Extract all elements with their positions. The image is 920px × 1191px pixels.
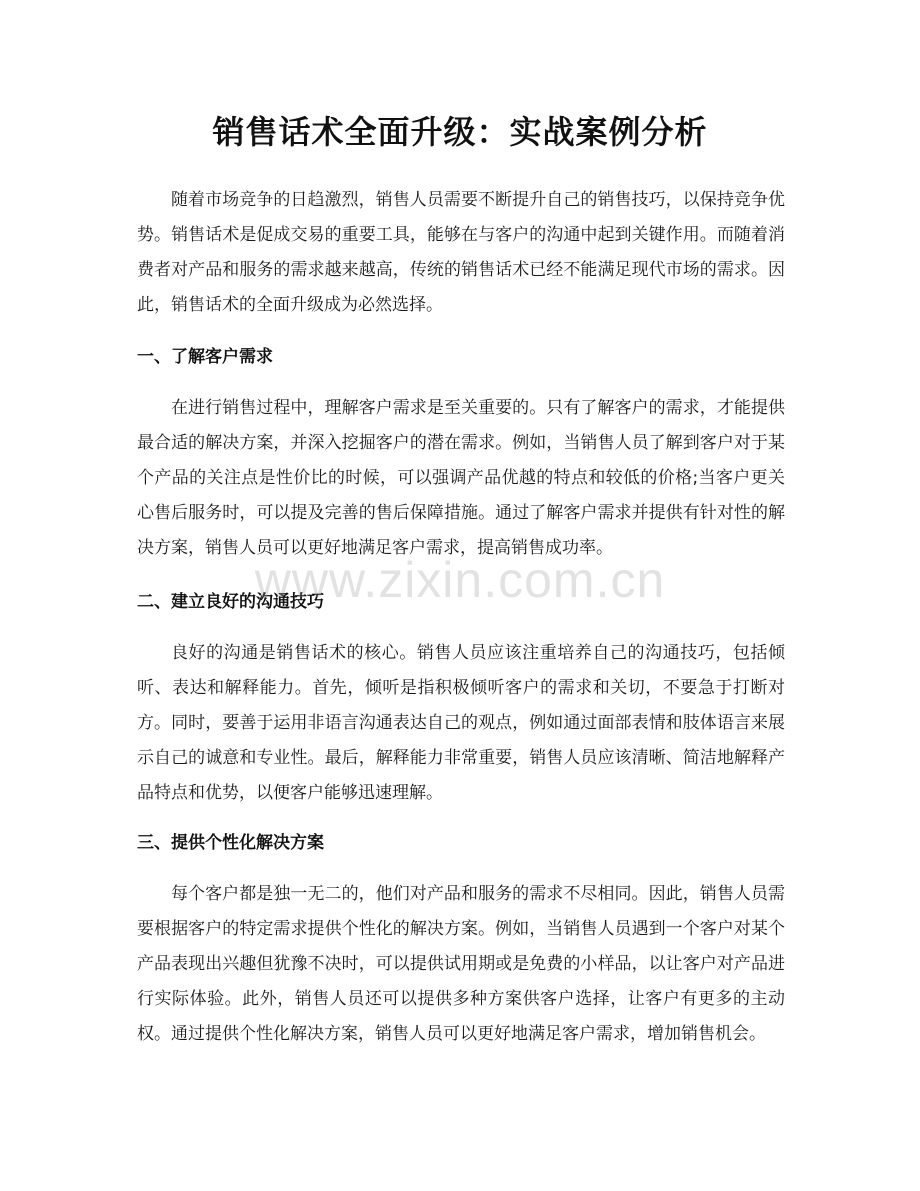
section-body-3: 每个客户都是独一无二的，他们对产品和服务的需求不尽相同。因此，销售人员需要根据客户的特定需求提供个性化的解决方案。例如，当销售人员遇到一个客户对某个产品表现出兴趣但犹豫不决时，可以提供试用期或是免费的小样品，以让客户对产品进行实际体验。此外，销售人员还可以提供多种方案供客户选择，让客户有更多的主动权。通过提供个性化解决方案，销售人员可以更好地满足客户需求，增加销售机会。 bbox=[137, 884, 785, 1044]
section-heading-2: 二、建立良好的沟通技巧 bbox=[137, 592, 324, 612]
site-watermark: www.zixin.com.cn bbox=[254, 552, 666, 608]
intro-paragraph: 随着市场竞争的日趋激烈，销售人员需要不断提升自己的销售技巧，以保持竞争优势。销售话术是促成交易的重要工具，能够在与客户的沟通中起到关键作用。而随着消费者对产品和服务的需求越来越高，传统的销售话术已经不能满足现代市场的需求。因此，销售话术的全面升级成为必然选择。 bbox=[137, 190, 785, 315]
section-heading-3: 三、提供个性化解决方案 bbox=[137, 833, 324, 853]
section-body-1: 在进行销售过程中，理解客户需求是至关重要的。只有了解客户的需求，才能提供最合适的解决方案，并深入挖掘客户的潜在需求。例如，当销售人员了解到客户对于某个产品的关注点是性价比的时候，可以强调产品优越的特点和较低的价格;当客户更关心售后服务时，可以提及完善的售后保障措施。通过了解客户需求并提供有针对性的解决方案，销售人员可以更好地满足客户需求，提高销售成功率。 bbox=[137, 398, 785, 558]
section-heading-1: 一、了解客户需求 bbox=[137, 347, 273, 367]
section-body-2: 良好的沟通是销售话术的核心。销售人员应该注重培养自己的沟通技巧，包括倾听、表达和解释能力。首先，倾听是指积极倾听客户的需求和关切，不要急于打断对方。同时，要善于运用非语言沟通表达自己的观点，例如通过面部表情和肢体语言来展示自己的诚意和专业性。最后，解释能力非常重要，销售人员应该清晰、简洁地解释产品特点和优势，以便客户能够迅速理解。 bbox=[137, 643, 785, 803]
document-title: 销售话术全面升级：实战案例分析 bbox=[212, 113, 708, 151]
